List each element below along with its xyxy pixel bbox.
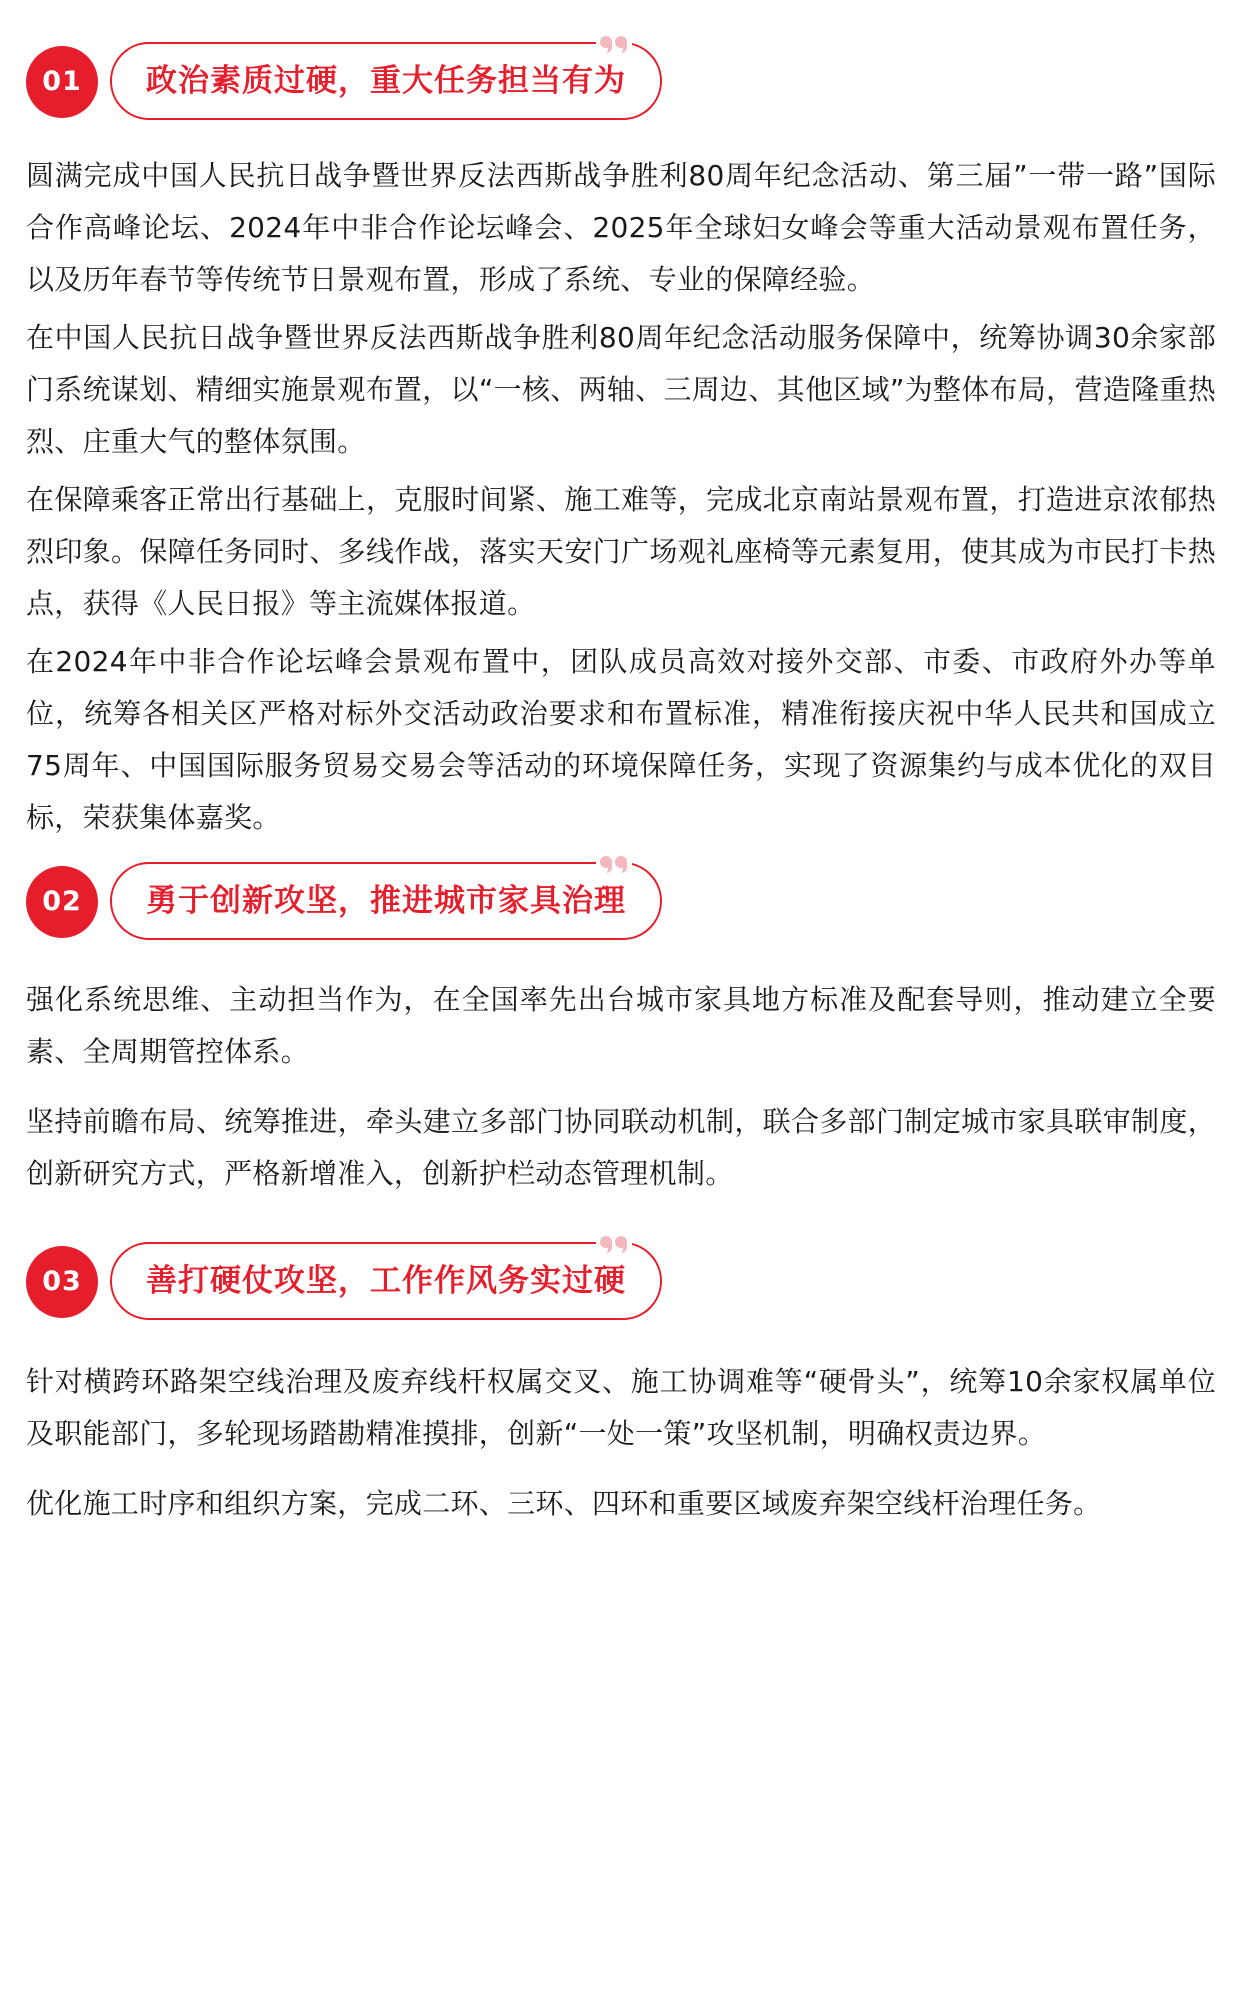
paragraph: 优化施工时序和组织方案，完成二环、三环、四环和重要区域废弃架空线杆治理任务。 <box>26 1487 1102 1520</box>
quote-marks-icon <box>596 1234 632 1254</box>
section-header-03 <box>26 1236 666 1324</box>
section-title-pill <box>110 1242 662 1320</box>
section-title: 政治素质过硬，重大任务担当有为 <box>146 63 626 99</box>
paragraph: 圆满完成中国人民抗日战争暨世界反法西斯战争胜利80周年纪念活动、第三届”一带一路”国际合作高峰论坛、2024年中非合作论坛峰会、2025年全球妇女峰会等重大活动景观布置任务，以及历年春节等传统节日景观布置，形成了系统、专业的保障经验。 <box>26 159 1216 296</box>
section-header-01 <box>26 36 666 124</box>
quote-marks-icon <box>596 34 632 54</box>
paragraph: 在2024年中非合作论坛峰会景观布置中，团队成员高效对接外交部、市委、市政府外办等单位，统筹各相关区严格对标外交活动政治要求和布置标准，精准衔接庆祝中华人民共和国成立75周年、中国国际服务贸易交易会等活动的环境保障任务，实现了资源集约与成本优化的双目标，荣获集体嘉奖。 <box>26 645 1216 834</box>
section-title: 勇于创新攻坚，推进城市家具治理 <box>146 883 626 919</box>
paragraph: 强化系统思维、主动担当作为，在全国率先出台城市家具地方标准及配套导则，推动建立全要素、全周期管控体系。 <box>26 983 1216 1068</box>
section-title-pill <box>110 862 662 940</box>
quote-marks-icon <box>596 854 632 874</box>
section-title: 善打硬仗攻坚，工作作风务实过硬 <box>146 1263 626 1299</box>
section-title-pill <box>110 42 662 120</box>
paragraph: 在中国人民抗日战争暨世界反法西斯战争胜利80周年纪念活动服务保障中，统筹协调30余家部门系统谋划、精细实施景观布置，以“一核、两轴、三周边、其他区域”为整体布局，营造隆重热烈、庄重大气的整体氛围。 <box>26 321 1216 458</box>
paragraph: 坚持前瞻布局、统筹推进，牵头建立多部门协同联动机制，联合多部门制定城市家具联审制度，创新研究方式，严格新增准入，创新护栏动态管理机制。 <box>26 1105 1216 1190</box>
paragraph: 在保障乘客正常出行基础上，克服时间紧、施工难等，完成北京南站景观布置，打造进京浓郁热烈印象。保障任务同时、多线作战，落实天安门广场观礼座椅等元素复用，使其成为市民打卡热点，获得《人民日报》等主流媒体报道。 <box>26 483 1216 620</box>
section-number-badge: 01 <box>26 46 98 118</box>
section-header-02 <box>26 856 666 944</box>
paragraph: 针对横跨环路架空线治理及废弃线杆权属交叉、施工协调难等“硬骨头”，统筹10余家权属单位及职能部门，多轮现场踏勘精准摸排，创新“一处一策”攻坚机制，明确权责边界。 <box>26 1365 1216 1450</box>
section-number-badge: 02 <box>26 866 98 938</box>
section-number-badge: 03 <box>26 1246 98 1318</box>
